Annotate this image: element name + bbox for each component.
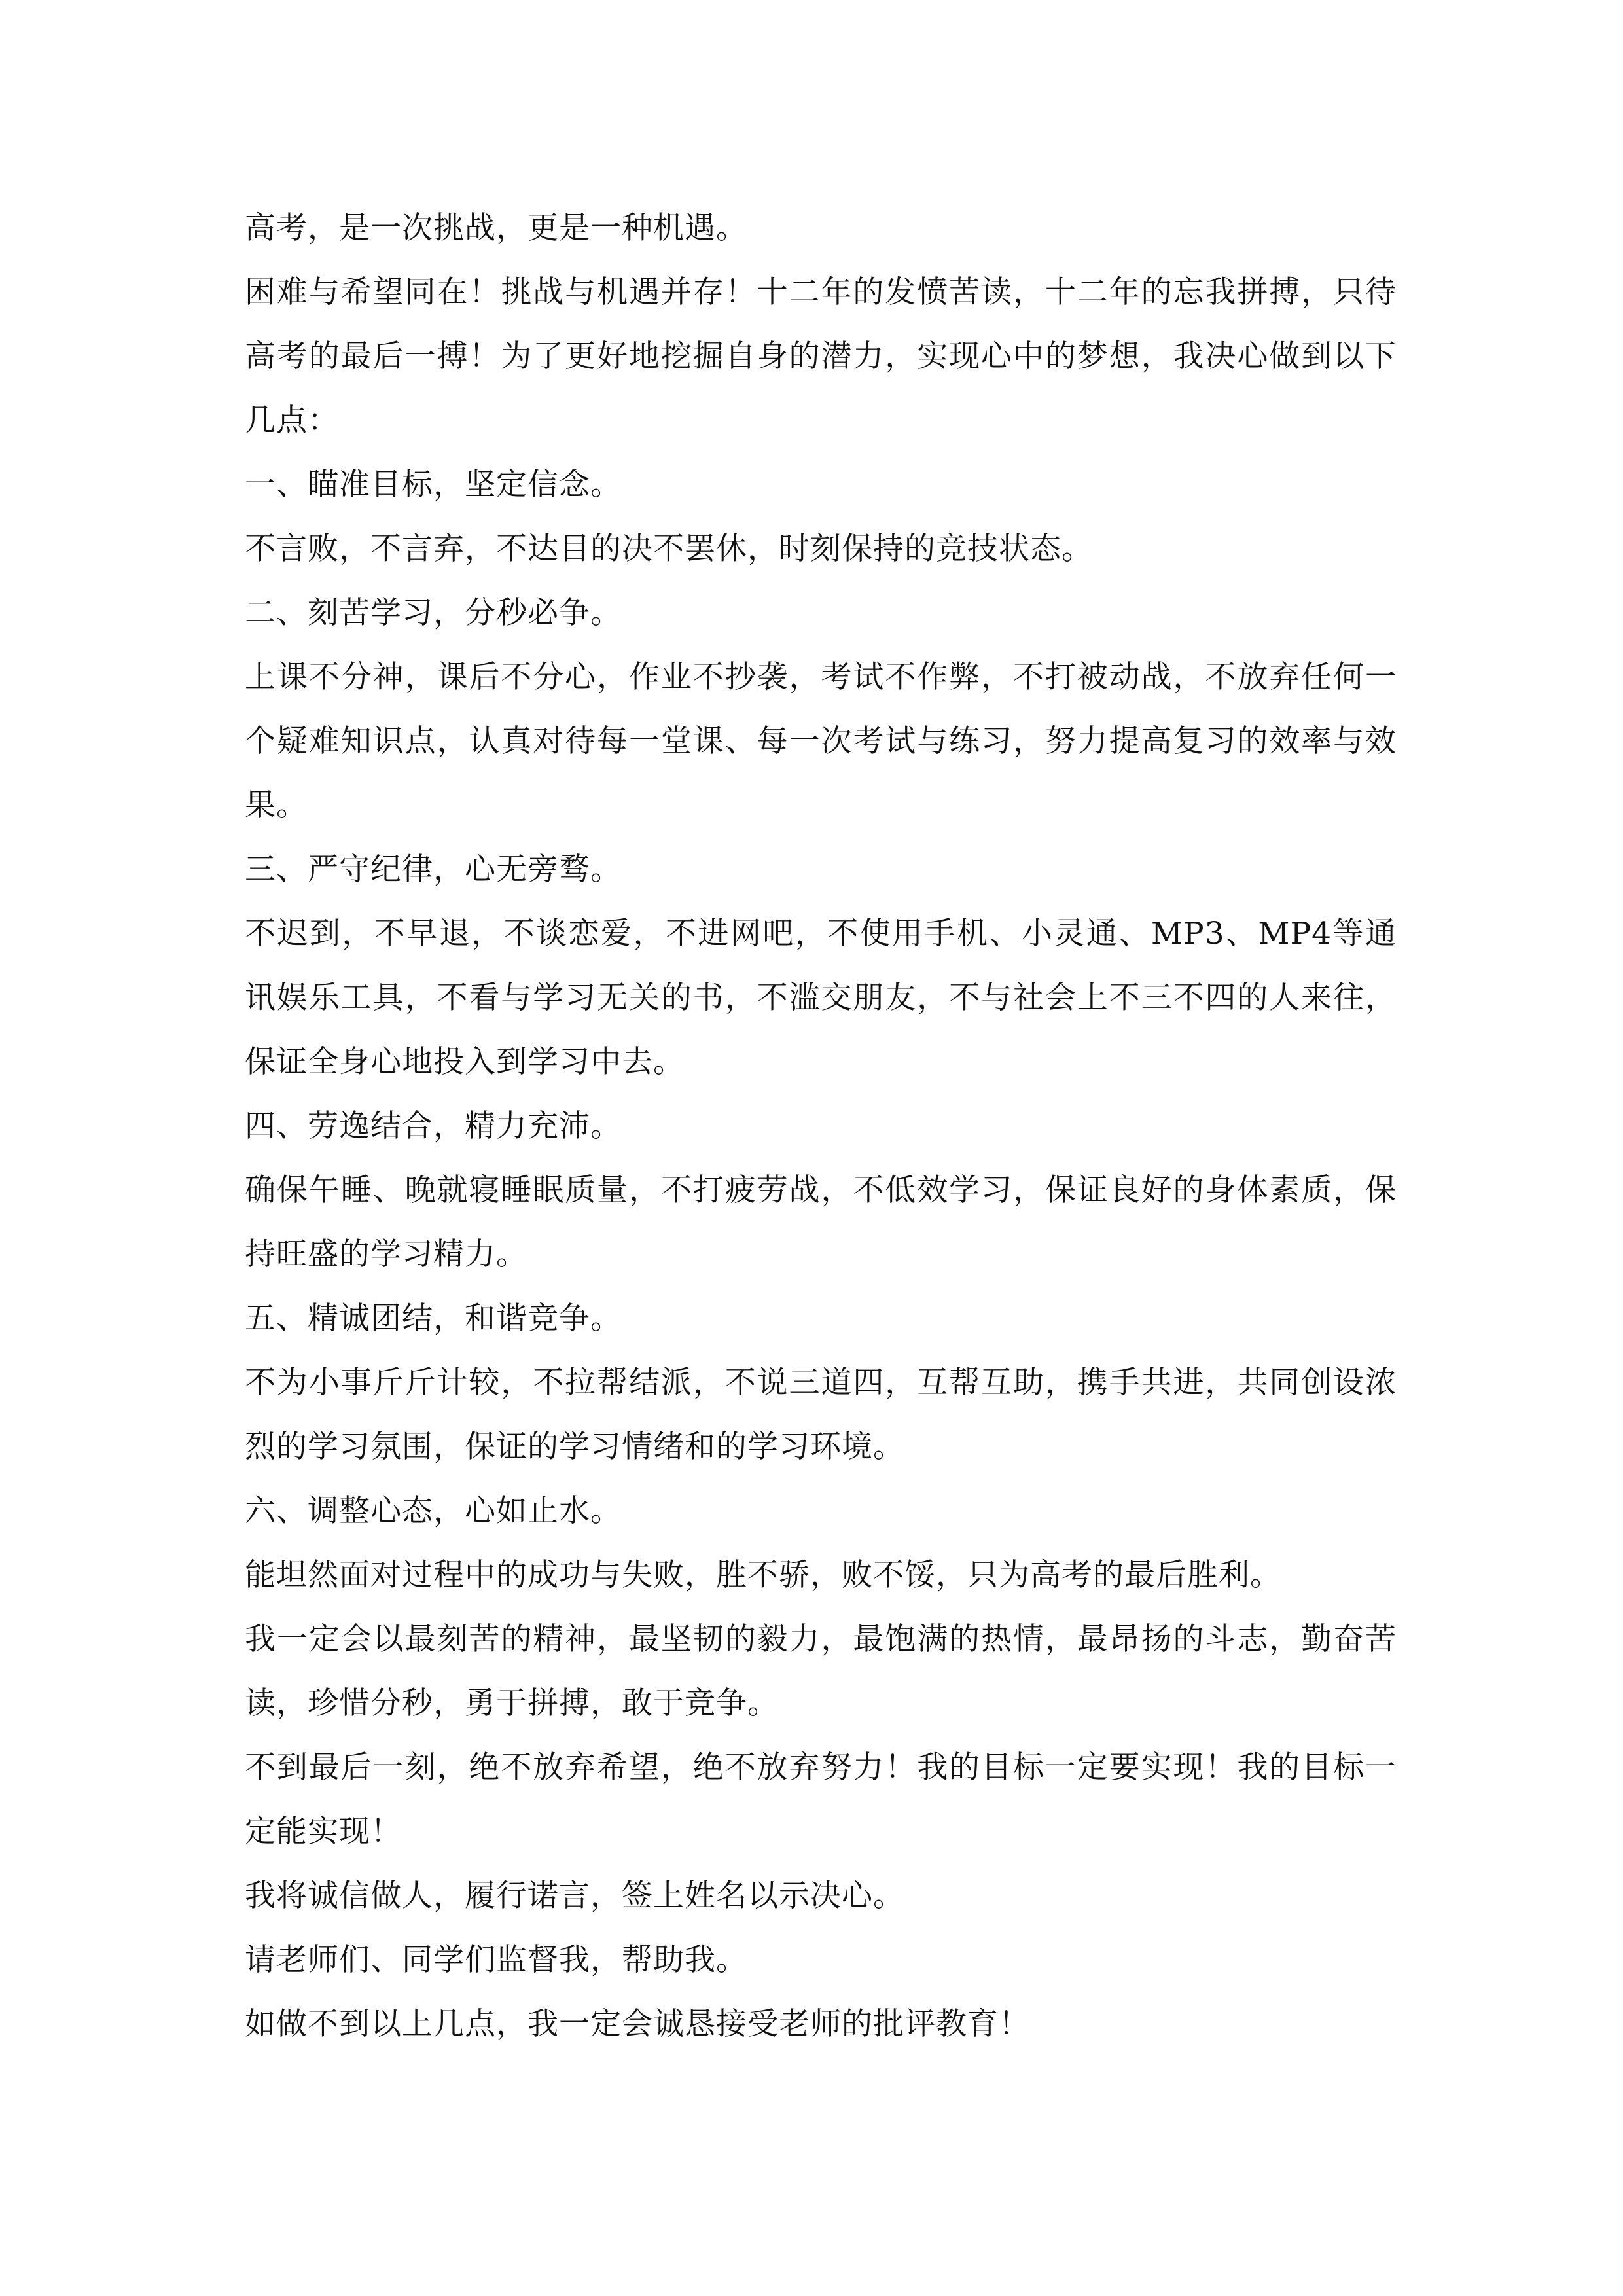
paragraph-point-6: 能坦然面对过程中的成功与失败，胜不骄，败不馁，只为高考的最后胜利。 [245,1557,1281,1593]
paragraph-signature-pledge: 我将诚信做人，履行诺言，签上姓名以示决心。 [245,1878,904,1914]
paragraph-intro: 高考，是一次挑战，更是一种机遇。 [245,210,747,246]
document-body [245,196,1397,2056]
heading-point-3: 三、严守纪律，心无旁骛。 [245,852,622,888]
paragraph-point-1: 不言败，不言弃，不达目的决不罢休，时刻保持的竞技状态。 [245,531,1093,567]
heading-point-2: 二、刻苦学习，分秒必争。 [245,595,622,631]
paragraph-resolution: 困难与希望同在！挑战与机遇并存！十二年的发愤苦读，十二年的忘我拼搏，只待高考的最后一搏！为了更好地挖掘自身的潜力，实现心中的梦想，我决心做到以下几点： [245,274,1397,439]
heading-point-1: 一、瞄准目标，坚定信念。 [245,467,622,503]
paragraph-point-2: 上课不分神，课后不分心，作业不抄袭，考试不作弊，不打被动战，不放弃任何一个疑难知识点，认真对待每一堂课、每一次考试与练习，努力提高复习的效率与效果。 [245,659,1397,823]
heading-point-4: 四、劳逸结合，精力充沛。 [245,1108,622,1144]
paragraph-point-4: 确保午睡、晚就寝睡眠质量，不打疲劳战，不低效学习，保证良好的身体素质，保持旺盛的学习精力。 [245,1172,1397,1272]
heading-point-6: 六、调整心态，心如止水。 [245,1493,622,1529]
heading-point-5: 五、精诚团结，和谐竞争。 [245,1300,622,1336]
paragraph-closing: 如做不到以上几点，我一定会诚恳接受老师的批评教育！ [245,2006,1030,2042]
paragraph-point-5: 不为小事斤斤计较，不拉帮结派，不说三道四，互帮互助，携手共进，共同创设浓烈的学习氛围，保证的学习情绪和的学习环境。 [245,1365,1397,1465]
paragraph-commitment: 我一定会以最刻苦的精神，最坚韧的毅力，最饱满的热情，最昂扬的斗志，勤奋苦读，珍惜分秒，勇于拼搏，敢于竞争。 [245,1621,1397,1721]
paragraph-point-3: 不迟到，不早退，不谈恋爱，不进网吧，不使用手机、小灵通、MP3、MP4等通讯娱乐工具，不看与学习无关的书，不滥交朋友，不与社会上不三不四的人来往，保证全身心地投入到学习中去。 [245,916,1397,1080]
paragraph-determination: 不到最后一刻，绝不放弃希望，绝不放弃努力！我的目标一定要实现！我的目标一定能实现！ [245,1749,1397,1850]
paragraph-supervision: 请老师们、同学们监督我，帮助我。 [245,1942,747,1978]
